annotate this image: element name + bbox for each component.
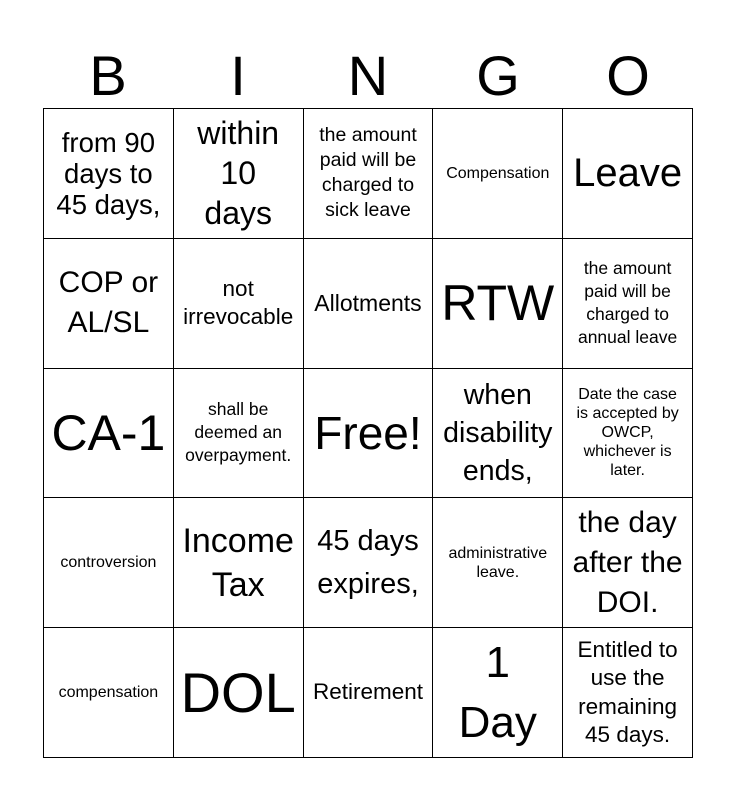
header-letter-b: B xyxy=(89,44,127,107)
header-letter-o: O xyxy=(606,44,650,107)
bingo-cell-r0-c4[interactable] xyxy=(563,109,693,239)
cell-text: not irrevocable xyxy=(183,275,294,330)
bingo-cell-r3-c0[interactable] xyxy=(44,498,174,628)
cell-text: COP or AL/SL xyxy=(58,266,159,340)
header-letter-i: I xyxy=(230,44,246,107)
bingo-grid xyxy=(43,108,693,758)
bingo-cell-r2-c3[interactable] xyxy=(433,369,563,499)
bingo-cell-r2-c1[interactable] xyxy=(174,369,304,499)
cell-text: Free! xyxy=(314,406,422,459)
cell-text: CA-1 xyxy=(51,404,166,461)
cell-text: RTW xyxy=(441,275,555,332)
bingo-cell-r0-c0[interactable] xyxy=(44,109,174,239)
cell-text: Allotments xyxy=(314,290,422,317)
bingo-cell-r2-c0[interactable] xyxy=(44,369,174,499)
bingo-cell-r1-c2[interactable] xyxy=(304,239,434,369)
bingo-cell-r1-c4[interactable] xyxy=(563,239,693,369)
cell-text: compensation xyxy=(58,684,159,702)
cell-text: from 90 days to 45 days, xyxy=(56,126,161,220)
header-letter-n: N xyxy=(347,44,389,107)
bingo-cell-r4-c3[interactable] xyxy=(433,628,563,758)
cell-text: within 10 days xyxy=(197,115,280,232)
bingo-cell-r3-c2[interactable] xyxy=(304,498,434,628)
bingo-cell-r3-c3[interactable] xyxy=(433,498,563,628)
bingo-cell-r4-c1[interactable] xyxy=(174,628,304,758)
cell-text: the day after the DOI. xyxy=(572,505,683,619)
cell-text: Compensation xyxy=(446,164,550,182)
cell-text: Leave xyxy=(573,151,683,196)
header-letter-g: G xyxy=(476,44,520,107)
bingo-cell-r3-c4[interactable] xyxy=(563,498,693,628)
cell-text: Retirement xyxy=(312,679,424,705)
cell-text: the amount paid will be charged to sick leave xyxy=(319,124,417,222)
bingo-cell-r0-c3[interactable] xyxy=(433,109,563,239)
cell-text: controversion xyxy=(60,554,157,572)
cell-text: 1 Day xyxy=(458,637,537,747)
cell-text: shall be deemed an overpayment. xyxy=(185,399,292,466)
cell-text: when disability ends, xyxy=(443,378,553,487)
bingo-cell-r4-c2[interactable] xyxy=(304,628,434,758)
bingo-cell-r2-c4[interactable] xyxy=(563,369,693,499)
cell-text: 45 days expires, xyxy=(317,524,419,600)
bingo-header xyxy=(43,44,693,108)
bingo-cell-r0-c2[interactable] xyxy=(304,109,434,239)
bingo-cell-r1-c3[interactable] xyxy=(433,239,563,369)
bingo-cell-r3-c1[interactable] xyxy=(174,498,304,628)
cell-text: Entitled to use the remaining 45 days. xyxy=(577,636,678,748)
cell-text: Date the case is accepted by OWCP, whichever is later. xyxy=(576,386,679,480)
bingo-cell-r4-c4[interactable] xyxy=(563,628,693,758)
bingo-cell-r0-c1[interactable] xyxy=(174,109,304,239)
bingo-cell-r2-c2[interactable] xyxy=(304,369,434,499)
cell-text: Income Tax xyxy=(182,521,294,604)
cell-text: administrative leave. xyxy=(448,544,548,581)
bingo-cell-r1-c0[interactable] xyxy=(44,239,174,369)
cell-text: the amount paid will be charged to annual leave xyxy=(577,258,678,348)
bingo-cell-r1-c1[interactable] xyxy=(174,239,304,369)
cell-text: DOL xyxy=(180,660,296,724)
bingo-cell-r4-c0[interactable] xyxy=(44,628,174,758)
